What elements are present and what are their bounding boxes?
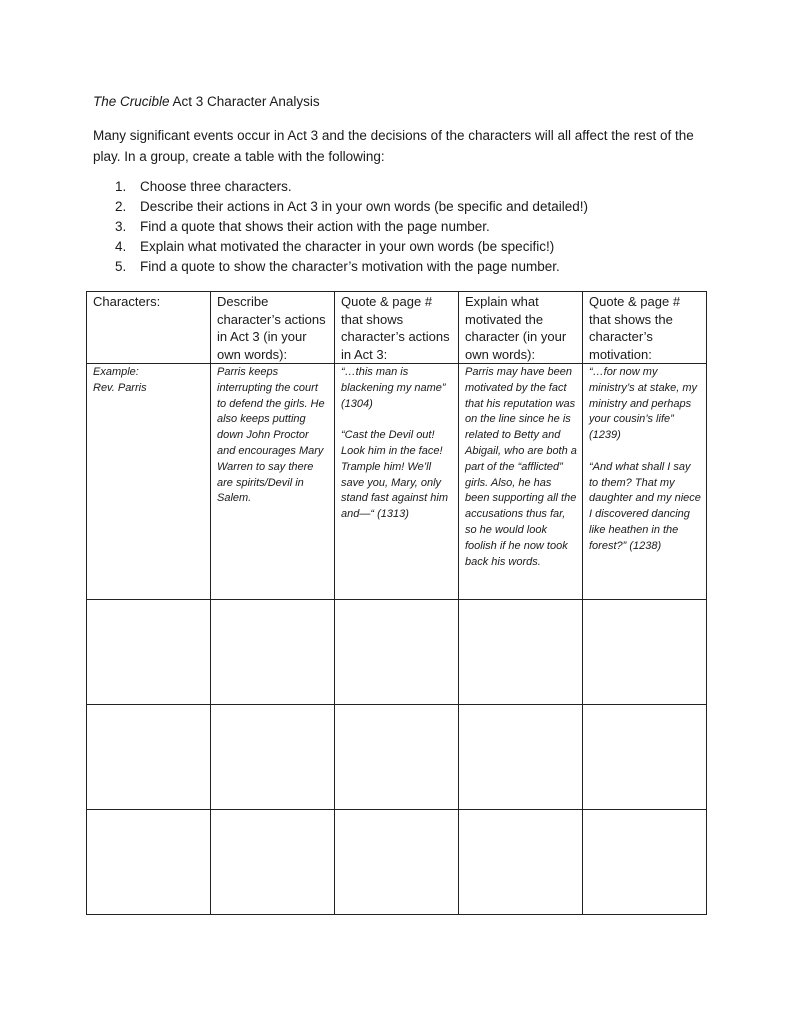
- header-characters: Characters:: [93, 294, 161, 309]
- instruction-text: Find a quote that shows their action with the page number.: [140, 219, 490, 234]
- document-title: [93, 93, 320, 110]
- table-header-row: [87, 292, 707, 364]
- header-cell: [211, 292, 335, 364]
- table-cell: [335, 364, 459, 600]
- intro-paragraph: Many significant events occur in Act 3 and the decisions of the characters will all affect the rest of the play. In a group, create a table with the following:: [93, 128, 694, 164]
- blank-cell[interactable]: [211, 810, 335, 915]
- instruction-item: [93, 217, 703, 237]
- instruction-text: Describe their actions in Act 3 in your own words (be specific and detailed!): [140, 199, 588, 214]
- instruction-text: Find a quote to show the character’s motivation with the page number.: [140, 259, 560, 274]
- blank-cell[interactable]: [583, 705, 707, 810]
- blank-cell[interactable]: [335, 600, 459, 705]
- example-character: Example: Rev. Parris: [93, 366, 147, 394]
- instruction-number: 5.: [115, 259, 127, 274]
- blank-cell[interactable]: [211, 705, 335, 810]
- instruction-item: [93, 177, 703, 197]
- table-row-example: [87, 364, 707, 600]
- instruction-number: 2.: [115, 199, 127, 214]
- instruction-text: Choose three characters.: [140, 179, 292, 194]
- blank-cell[interactable]: [459, 810, 583, 915]
- table-row-blank: [87, 600, 707, 705]
- blank-cell[interactable]: [459, 600, 583, 705]
- table-cell: [211, 364, 335, 600]
- blank-cell[interactable]: [211, 600, 335, 705]
- blank-cell[interactable]: [335, 810, 459, 915]
- table-row-blank: [87, 810, 707, 915]
- blank-cell[interactable]: [583, 600, 707, 705]
- instruction-number: 3.: [115, 219, 127, 234]
- header-cell: [583, 292, 707, 364]
- header-cell: [87, 292, 211, 364]
- table-row-blank: [87, 705, 707, 810]
- instruction-item: [93, 197, 703, 217]
- table-cell: [87, 364, 211, 600]
- header-actions: Describe character’s actions in Act 3 (in your own words):: [217, 294, 326, 362]
- blank-cell[interactable]: [459, 705, 583, 810]
- blank-cell[interactable]: [583, 810, 707, 915]
- header-motivation-quote: Quote & page # that shows the character’s motivation:: [589, 294, 681, 362]
- instruction-number: 1.: [115, 179, 127, 194]
- header-action-quote: Quote & page # that shows character’s actions in Act 3:: [341, 294, 450, 362]
- character-analysis-table: [86, 291, 707, 915]
- blank-cell[interactable]: [87, 600, 211, 705]
- table-cell: [459, 364, 583, 600]
- example-motivation: Parris may have been motivated by the fact that his reputation was on the line since he is related to Betty and Abigail, who are both a part of the “afflicted” girls. Also, he has been supporting all the accusations thus far, so he would look foolish if he now took back his words.: [465, 366, 577, 568]
- blank-cell[interactable]: [335, 705, 459, 810]
- table-cell: [583, 364, 707, 600]
- header-cell: [335, 292, 459, 364]
- blank-cell[interactable]: [87, 705, 211, 810]
- instruction-item: [93, 237, 703, 257]
- title-italic: The Crucible: [93, 94, 170, 109]
- header-motivation: Explain what motivated the character (in your own words):: [465, 294, 567, 362]
- header-cell: [459, 292, 583, 364]
- instruction-item: [93, 257, 703, 277]
- example-actions: Parris keeps interrupting the court to defend the girls. He also keeps putting down John Proctor and encourages Mary Warren to say there are spirits/Devil in Salem.: [217, 366, 325, 505]
- blank-cell[interactable]: [87, 810, 211, 915]
- title-rest: Act 3 Character Analysis: [169, 94, 320, 109]
- instruction-list: [93, 177, 703, 277]
- instruction-number: 4.: [115, 239, 127, 254]
- example-motivation-quote: “…for now my ministry’s at stake, my ministry and perhaps your cousin’s life” (1239) “And what shall I say to them? That my daughter and my niece I discovered dancing like heathen in the forest?” (1238): [589, 366, 701, 552]
- example-action-quote: “…this man is blackening my name” (1304) “Cast the Devil out! Look him in the face! Trample him! We’ll save you, Mary, only stand fast against him and—“ (1313): [341, 366, 449, 521]
- instruction-text: Explain what motivated the character in your own words (be specific!): [140, 239, 555, 254]
